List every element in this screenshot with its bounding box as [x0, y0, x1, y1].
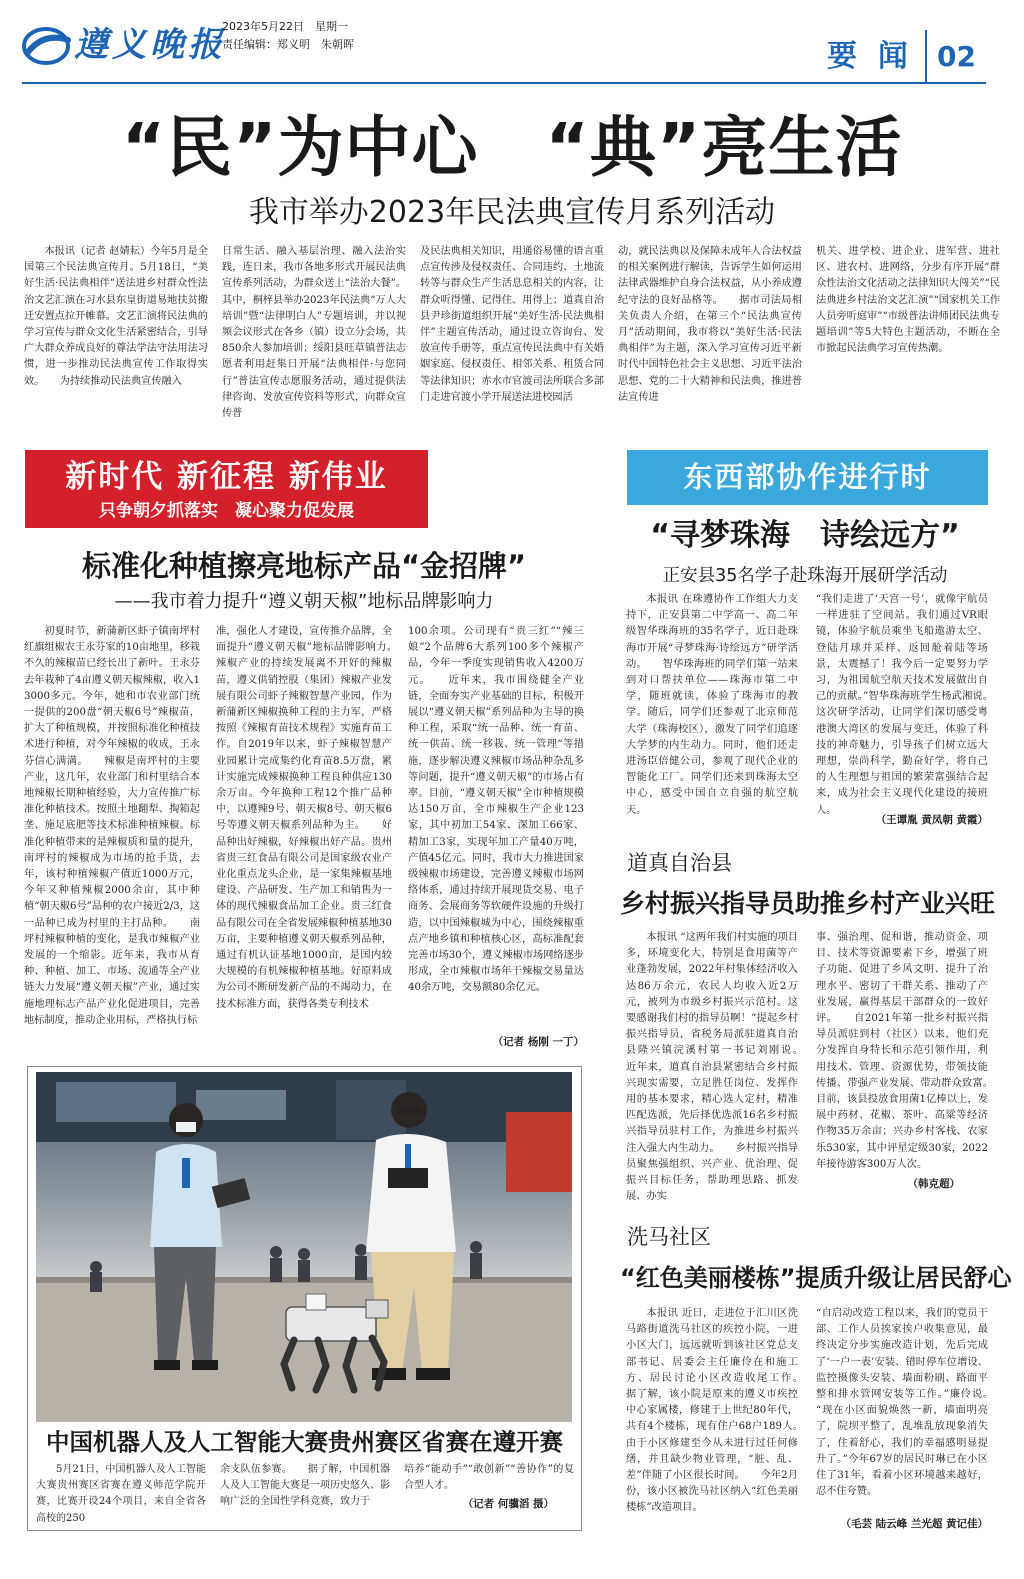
lead-column-4: 动，就民法典以及保障未成年人合法权益的相关案例进行解读，告诉学生如何运用法律武器维护自身合法权益，从小养成遵纪守法的良好品格等。 据市司法局相关负责人介绍，在第三个“民法典宣传月”活动期间，我市将以“美好生活·民法典相伴”为主题，深入学习宣传习近平新时代中国特色社会主义思想、习近平法治思想、党的二十大精神和民法典，推进普法宣传进 [618, 246, 802, 403]
date: 2023年5月22日 [222, 20, 304, 33]
banner-subtitle: 只争朝夕抓落实 凝心聚力促发展 [99, 501, 354, 521]
daozhen-byline: （韩克超） [907, 1178, 960, 1190]
ximalu-column-1: 本报讯 近日，走进位于汇川区洗马路街道洗马社区的疾控小院，一进小区大门，远远就听到该社区党总支部书记、居委会主任廉伶在和施工方、居民讨论小区改造收尾工作。 据了解，该小院是原来的遵义市疾控中心家属楼，修建于上世纪80年代，共有4个楼栋，现有住户68户189人。 由于小区修建至今从未进行过任何修缮，并且缺少物业管理，“脏、乱、差”伴随了小区很长时间。 今年2月份，该小区被洗马社区纳入“红色美丽楼栋”改造项目。 [626, 1308, 819, 1514]
east-west-column-1: 本报讯 在珠遵协作工作组大力支持下，正安县第二中学高一、高二年级智华珠海班的35名学子，近日赴珠海市开展“寻梦珠海·诗绘远方”研学活动。 智华珠海班的同学们第一站来到对口帮扶单位——珠海市第二中学，随班就读，体验了珠海市的教学。随后，同学们还参观了北京师范大学（珠海校区），激发了同学们追逐大学梦的内生动力。同时，他们还走进汤臣倍健公司，参观了现代企业的智能化工厂。同学们还来到珠海太空中心，感受中国自立自强的航空航天。 [626, 594, 798, 816]
photo-caption-column-1: 5月21日，中国机器人及人工智能大赛贵州赛区省赛在遵义师范学院开赛，比赛开设24个项目，来自全省各高校的250 [36, 1464, 206, 1524]
masthead [22, 18, 1004, 80]
lead-column-2: 日常生活、融入基层治理、融入法治实践，连日来，我市各地多形式开展民法典宣传系列活动，为群众送上“法治大餐”。其中，桐梓县举办2023年民法典“万人大培训”暨“法律明白人”专题培训，并以视频会议形式在各乡（镇）设立分会场，共850余人参加培训；绥阳县旺草镇普法志愿者利用赶集日开展“法典相伴·与您同行”普法宣传志愿服务活动，通过提供法律咨询、发放宣传资料等形式，向群众宣传普 [222, 246, 406, 420]
photo-byline: （记者 何骥滔 摄） [462, 1498, 554, 1510]
lead-column-5: 机关、进学校、进企业、进军营、进社区、进农村、进网络，分步有序开展“群众性法治文化活动之法律知识大闯关”“民法典进乡村法治文艺汇演”“国家机关工作人员旁听庭审”“市级普法讲师团民法典专题培训”等5大特色主题活动，不断在全市掀起民法典学习宣传热潮。 [816, 246, 1000, 355]
daozhen-kicker: 道真自治县 [627, 851, 732, 875]
banner-east-west: 东西部协作进行时 [627, 450, 988, 505]
pepper-subhead: ——我市着力提升“遵义朝天椒”地标品牌影响力 [114, 591, 494, 612]
east-west-column-2: “我们走进了‘天宫一号’，就像宇航员一样进驻了空间站。我们通过VR眼镜，体验宇航员乘坐飞船遨游太空、登陆月球并采样、返回舱着陆等场景，太震撼了！我今后一定要努力学习，为祖国航空航天技术发展做出自己的贡献。”智华珠海班学生杨武湘说。 这次研学活动，让同学们深切感受粤港澳大湾区的发展与变迁，体验了科技的神奇魅力，引导孩子们树立远大理想，崇尚科学，勤奋好学，将自己的人生理想与祖国的繁荣富强结合起来，成为社会主义现代化建设的接班人。 [816, 594, 1009, 816]
section-name: 要 闻 [827, 39, 908, 74]
masthead-rule [22, 82, 986, 84]
east-west-subhead: 正安县35名学子赴珠海开展研学活动 [662, 566, 948, 586]
photo-caption-column-2: 余支队伍参赛。 据了解，中国机器人及人工智能大赛是一项历史悠久、影响广泛的全国性学科竞赛，致力于 [220, 1464, 390, 1508]
newspaper-logo-emblem-icon [22, 26, 74, 66]
page-number: 02 [937, 40, 976, 73]
pepper-column-2: 准，强化人才建设，宣传推介品牌，全面提升“遵义朝天椒”地标品牌影响力。 辣椒产业的持续发展离不开好的辣椒苗，遵义供销控股（集团）辣椒产业发展有限公司虾子辣椒智慧产业园，作为新蒲新区辣椒换种工程的主力军，严格按照《辣椒育苗技术规程》实施育苗工作。自2019年以来，虾子辣椒智慧产业园累计完成集约化育苗8.5万盘，累计实施完成辣椒换种工程良种供应130余万亩。今年换种工程12个推广品种中，以遵辣9号、朝天椒8号、朝天椒6号等遵义朝天椒系列品种为主。 好品种出好辣椒，好辣椒出好产品。贵州省贵三红食品有限公司是国家级农业产业化重点龙头企业，是一家集辣椒基地建设、产品研发、生产加工和销售为一体的现代辣椒食品加工企业。贵三红食品有限公司在全省发展辣椒种植基地30万亩，主要种植遵义朝天椒系列品种，通过有机认证基地1000亩，是国内较大规模的有机辣椒种植基地。好原料成为公司不断研发新产品的不竭动力，在技术标准方面，获得各类专利技术 [216, 626, 413, 1010]
photo-illustration [36, 1072, 572, 1422]
daozhen-column-2: 事、强治理、促和谐，推动资金、项目、技术等资源要素下乡，增强了班子功能、促进了乡风文明、提升了治理水平、密切了干群关系、推动了产业发展，赢得基层干部群众的一致好评。 自2021年第一批乡村振兴指导员派驻到村（社区）以来，他们充分发挥自身特长和示范引领作用，利用技术、管理、资源优势，带领技能传播、带强产业发展、带动群众致富。 目前，该县投放食用菌1亿棒以上，发展中药材、花椒、茶叶、高粱等经济作物35万余亩；兴办乡村客栈、农家乐530家，其中评星定级30家，2022年接待游客300万人次。 [816, 932, 1009, 1170]
east-west-byline: （王谭胤 黄凤朝 黄霞） [875, 814, 988, 826]
section-divider [925, 30, 927, 82]
pepper-headline: 标准化种植擦亮地标产品“金招牌” [81, 549, 527, 583]
ximalu-column-2: “自启动改造工程以来，我们的党员干部、工作人员挨家挨户收集意见，最终决定分步实施改造计划，先后完成了‘一户一表’安装、错时停车位增设、监控摄像头安装、墙面粉刷、路面平整和排水管网安装等工作。”廉伶说。 “现在小区面貌焕然一新，墙面明亮了，院坝平整了，乱堆乱放现象消失了，住着舒心，我们的幸福感明显提升了。”今年67岁的居民时琳已在小区住了31年，看着小区环境越来越好，忍不住夸赞。 [816, 1308, 1009, 1498]
ximalu-headline: “红色美丽楼栋”提质升级让居民舒心 [620, 1264, 1012, 1292]
lead-headline: “民”为中心 “典”亮生活 [121, 109, 903, 186]
pepper-column-1: 初夏时节，新蒲新区虾子镇南坪村红旗组椒农王永芬家的10亩地里，移栽不久的辣椒苗已经长出了新叶。王永芬去年栽种了4亩遵义朝天椒辣椒，收入13000多元。今年，她和市农业部门统一提供的200盘“朝天椒6号”辣椒苗，扩大了种植规模，并按照标准化种植技术进行种植，对今年辣椒的收成，王永芬信心满满。 辣椒是南坪村的主要产业，这几年，农业部门和村里结合本地辣椒长期种植经验，大力宣传推广标准化种植技术。按照土地翻犁、掏箱起垄、施足底肥等技术标准种植辣椒。标准化种植带来的是辣椒质和量的提升，南坪村的辣椒成为市场的抢手货，去年，该村种植辣椒产值近1000万元，今年又种植辣椒2000余亩，其中种植“朝天椒6号”品种的农户接近2/3，这一品种已成为村里的主打品种。 南坪村辣椒种植的变化，是我市辣椒产业发展的一个缩影。近年来，我市从育种、种植、加工、市场、流通等全产业链大力发展“遵义朝天椒”产业，通过实施地理标志产品产业化促进项目，完善地标制度，推动企业用标，严格执行标 [24, 626, 200, 1026]
ximalu-byline: （毛芸 陆云峰 兰光超 黄记佳） [840, 1518, 988, 1530]
editors: 责任编辑：郑义明 朱朝晖 [222, 38, 354, 51]
daozhen-column-1: 本报讯 “这两年我们村实施的项目多，环境变化大，特别是食用菌等产业蓬勃发展，2022年村集体经济收入达86万余元，农民人均收入近2万元，被列为市级乡村振兴示范村。这要感谢我们村的指导员啊！”提起乡村振兴指导员，省税务局派驻道真自治县隆兴镇浣溪村第一书记刘刚说。 近年来，道真自治县紧密结合乡村振兴现实需要，立足胜任岗位、发挥作用的基本要求，精心选人定村，精准匹配选派，先后择优选派16名乡村振兴指导员驻村工作，为推进乡村振兴注入强大内生动力。 乡村振兴指导员聚焦强组织、兴产业、优治理、促振兴目标任务，帮助理思路、抓发展、办实 [626, 932, 819, 1203]
east-west-headline: “寻梦珠海 诗绘远方” [650, 518, 960, 553]
newspaper-logo: 遵义晚报 [74, 25, 226, 65]
issue-date [222, 18, 348, 35]
lead-column-1: 本报讯（记者 赵婧耘）今年5月是全国第三个民法典宣传月。5月18日，“美好生活·民法典相伴”送法进乡村群众性法治文艺汇演在习水县东皇街道易地扶贫搬迁安置点拉开帷幕。文艺汇演将民法典的学习宣传与群众文化生活紧密结合，引导广大群众养成良好的尊法学法守法用法习惯，进一步推动民法典宣传工作取得实效。 为持续推动民法典宣传融入 [24, 246, 208, 387]
lead-column-3: 及民法典相关知识，用通俗易懂的语言重点宣传涉及侵权责任、合同违约、土地流转等与群众生产生活息息相关的内容，让群众听得懂、记得住、用得上；道真自治县尹珍街道组织开展“美好生活·民法典相伴”主题宣传活动，通过设立咨询台、发放宣传手册等，重点宣传民法典中有关婚姻家庭、侵权责任、相邻关系、租赁合同等法律知识；赤水市官渡司法所联合多部门走进官渡小学开展送法进校园活 [420, 246, 604, 403]
ximalu-kicker: 洗马社区 [627, 1225, 711, 1249]
daozhen-headline: 乡村振兴指导员助推乡村产业兴旺 [620, 889, 996, 918]
weekday: 星期一 [315, 20, 348, 33]
photo-headline: 中国机器人及人工智能大赛贵州赛区省赛在遵开赛 [46, 1428, 563, 1456]
photo-caption-column-3: 培养“能动手”“敢创新”“善协作”的复合型人才。 [404, 1464, 574, 1492]
pepper-column-3: 100余项。公司现有“贵三红”“辣三娘”2个品牌6大系列100多个辣椒产品，今年一季度实现销售收入4200万元。 近年来，我市围绕健全产业链，全面夯实产业基础的目标，积极开展以“遵义朝天椒”系列品种为主导的换种工程，采取“统一品种、统一育苗、统一供苗、统一移栽、统一管理”等措施，逐步解决遵义辣椒市场品种杂乱多等问题，提升“遵义朝天椒”的市场占有率。目前，“遵义朝天椒”全市种植规模达150万亩，全市辣椒生产企业123家，其中初加工54家、深加工66家、精加工3家，实现年加工产量40万吨，产值45亿元。同时，我市大力推进国家级辣椒市场建设，完善遵义辣椒市场网络体系，通过持续开展现货交易、电子商务、会展商务等软硬件设施的升级打造，以中国辣椒城为中心，围绕辣椒重点产地乡镇和种植核心区，高标准配套完善市场30个，遵义辣椒市场网络逐步形成，全市辣椒市场年干辣椒交易量达40余万吨，交易额80余亿元。 [408, 626, 584, 994]
banner-title: 新时代 新征程 新伟业 [65, 459, 388, 495]
banner-new-era [25, 450, 428, 528]
lead-subhead: 我市举办2023年民法典宣传月系列活动 [248, 195, 776, 230]
robot-competition-photo [36, 1072, 572, 1422]
pepper-byline: （记者 杨刚 一丁） [492, 1036, 584, 1048]
